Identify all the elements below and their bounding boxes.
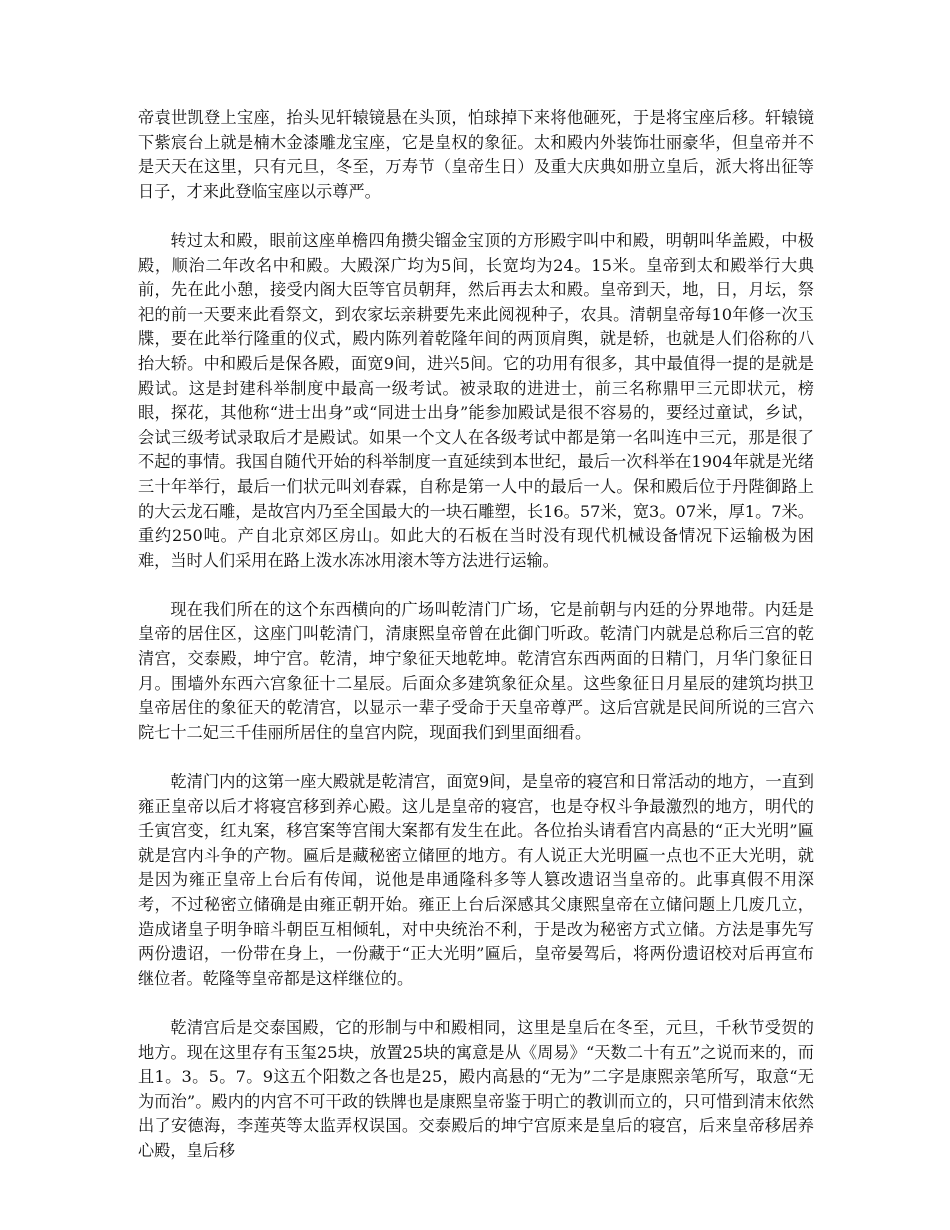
document-page: [138, 106, 814, 1188]
paragraph-1: 帝袁世凯登上宝座，抬头见轩辕镜悬在头顶，怕球掉下来将他砸死，于是将宝座后移。轩辕镜下紫宸台上就是楠木金漆雕龙宝座，它是皇权的象征。太和殿内外装饰壮丽豪华，但皇帝并不是天天在这里，只有元旦，冬至，万寿节（皇帝生日）及重大庆典如册立皇后，派大将出征等日子，才来此登临宝座以示尊严。: [138, 108, 814, 201]
paragraph-2: 转过太和殿，眼前这座单檐四角攒尖镏金宝顶的方形殿宇叫中和殿，明朝叫华盖殿，中极殿，顺治二年改名中和殿。大殿深广均为5间，长宽均为24。15米。皇帝到太和殿举行大典前，先在此小憩，接受内阁大臣等官员朝拜，然后再去太和殿。皇帝到天，地，日，月坛，祭祀的前一天要来此看祭文，到农家坛亲耕要先来此阅视种子，农具。清朝皇帝每10年修一次玉牒，要在此举行隆重的仪式，殿内陈列着乾隆年间的两顶肩舆，就是轿，也就是人们俗称的八抬大轿。中和殿后是保各殿，面宽9间，进兴5间。它的功用有很多，其中最值得一提的是就是殿试。这是封建科举制度中最高一级考试。被录取的进进士，前三名称鼎甲三元即状元，榜眼，探花，其他称“进士出身”或“同进士出身”能参加殿试是很不容易的，要经过童试，乡试，会试三级考试录取后才是殿试。如果一个文人在各级考试中都是第一名叫连中三元，那是很了不起的事情。我国自随代开始的科举制度一直延续到本世纪，最后一次科举在1904年就是光绪三十年举行，最后一们状元叫刘春霖，自称是第一人中的最后一人。保和殿后位于丹陛御路上的大云龙石雕，是故宫内乃至全国最大的一块石雕塑，长16。57米，宽3。07米，厚1。7米。重约250吨。产自北京郊区房山。如此大的石板在当时没有现代机械设备情况下运输极为困难，当时人们采用在路上泼水冻冰用滚木等方法进行运输。: [138, 230, 814, 570]
paragraph-3: 现在我们所在的这个东西横向的广场叫乾清门广场，它是前朝与内廷的分界地带。内廷是皇帝的居住区，这座门叫乾清门，清康熙皇帝曾在此御门听政。乾清门内就是总称后三宫的乾清宫，交泰殿，坤宁宫。乾清，坤宁象征天地乾坤。乾清宫东西两面的日精门，月华门象征日月。围墙外东西六宫象征十二星辰。后面众多建筑象征众星。这些象征日月星辰的建筑均拱卫皇帝居住的象征天的乾清宫，以显示一辈子受命于天皇帝尊严。这后宫就是民间所说的三宫六院七十二妃三千佳丽所居住的皇宫内院，现面我们到里面细看。: [138, 599, 814, 742]
paragraph-5: 乾清宫后是交泰国殿，它的形制与中和殿相同，这里是皇后在冬至，元旦，千秋节受贺的地方。现在这里存有玉玺25块，放置25块的寓意是从《周易》“天数二十有五”之说而来的，而且1。3。5。7。9这五个阳数之各也是25，殿内高悬的“无为”二字是康熙亲笔所写，取意“无为而治”。殿内的内宫不可干政的铁牌也是康熙皇帝鉴于明亡的教训而立的，只可惜到清末依然出了安德海，李莲英等太监弄权误国。交泰殿后的坤宁宫原来是皇后的寝宫，后来皇帝移居养心殿，皇后移: [138, 1017, 814, 1160]
paragraph-4: 乾清门内的这第一座大殿就是乾清宫，面宽9间，是皇帝的寝宫和日常活动的地方，一直到雍正皇帝以后才将寝宫移到养心殿。这儿是皇帝的寝宫，也是夺权斗争最激烈的地方，明代的壬寅宫变，红丸案，移宫案等宫闱大案都有发生在此。各位抬头请看宫内高悬的“正大光明”匾就是宫内斗争的产物。匾后是藏秘密立储匣的地方。有人说正大光明匾一点也不正大光明，就是因为雍正皇帝上台后有传闻，说他是串通隆科多等人篡改遗诏当皇帝的。此事真假不用深考，不过秘密立储确是由雍正朝开始。雍正上台后深感其父康熙皇帝在立储问题上几废几立，造成诸皇子明争暗斗朝臣互相倾轧，对中央统治不利，于是改为秘密方式立储。方法是事先写两份遗诏，一份带在身上，一份藏于“正大光明”匾后，皇帝晏驾后，将两份遗诏校对后再宣布继位者。乾隆等皇帝都是这样继位的。: [138, 772, 814, 988]
